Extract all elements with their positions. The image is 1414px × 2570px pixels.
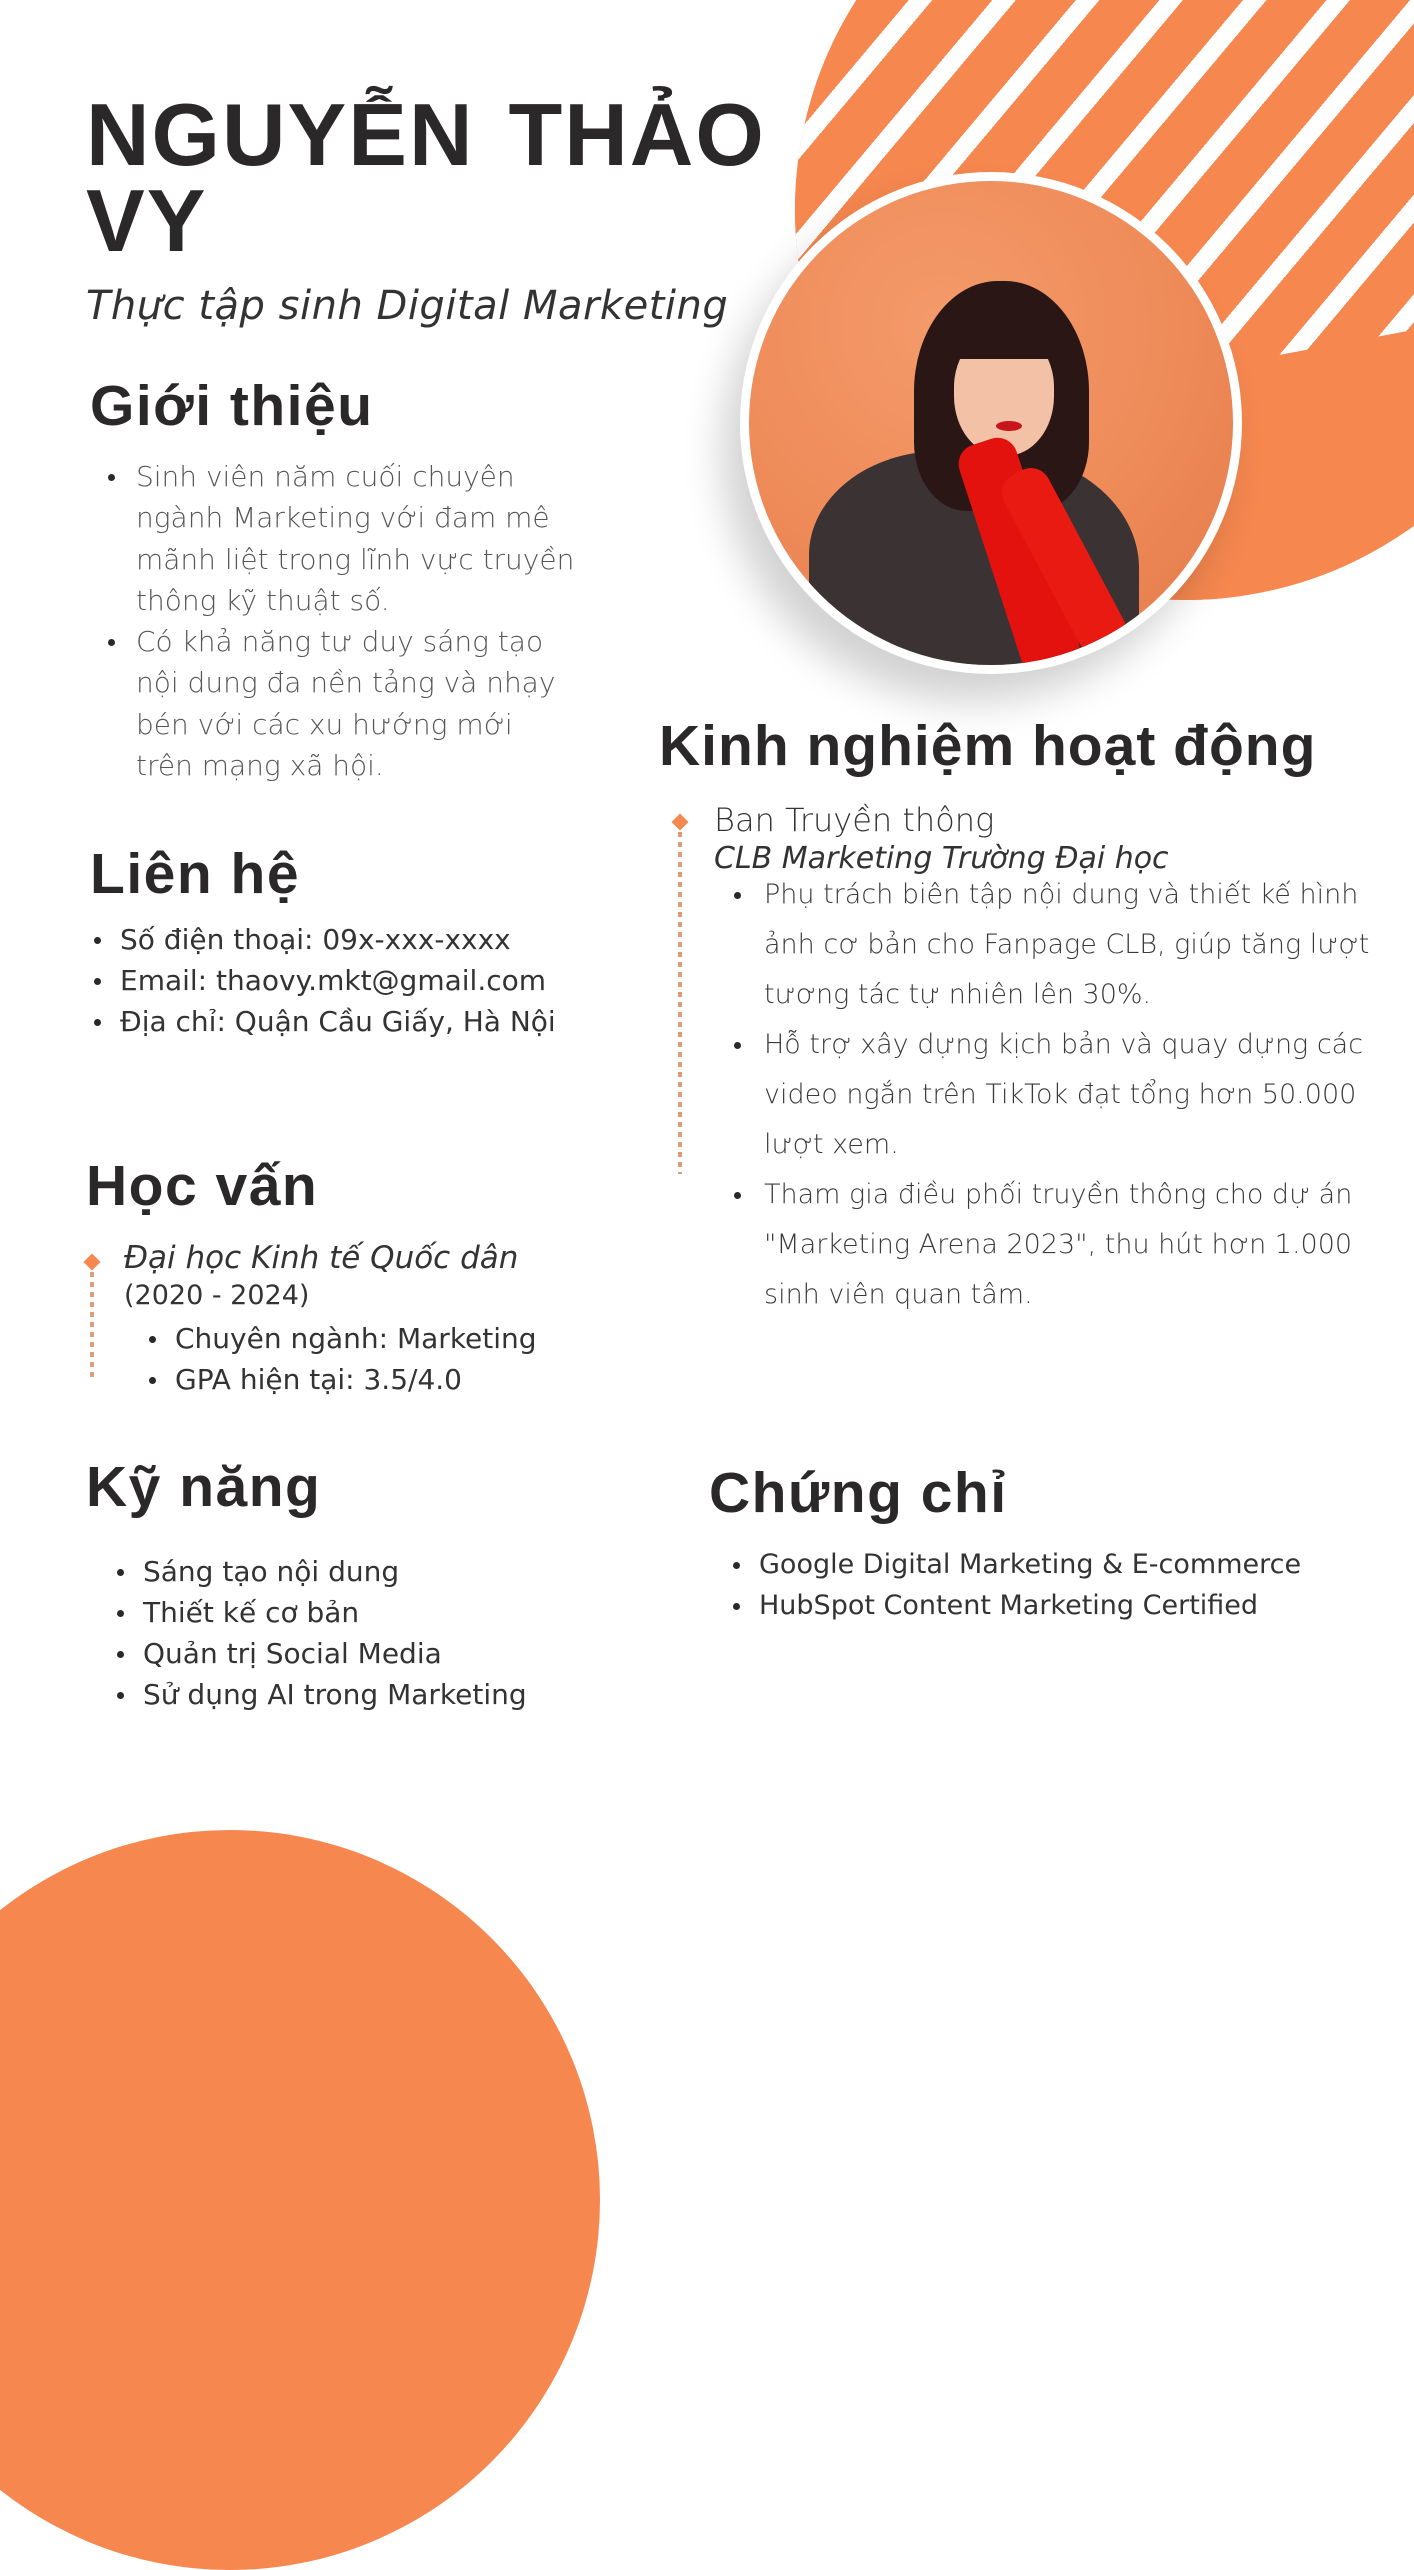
decorative-bottom-circle [0, 1830, 600, 2570]
timeline-diamond-icon [84, 1254, 101, 1271]
candidate-name [86, 85, 806, 270]
skill-item: Sử dụng AI trong Marketing [143, 1674, 623, 1715]
certificates-heading: Chứng chỉ [709, 1461, 1008, 1525]
profile-photo-frame [740, 172, 1242, 674]
experience-organization: CLB Marketing Trường Đại học [714, 841, 1169, 876]
profile-photo [749, 181, 1233, 665]
intro-item: Sinh viên năm cuối chuyên ngành Marketing với đam mê mãnh liệt trong lĩnh vực truyền thông kỹ thuật số. [136, 456, 576, 621]
timeline-dotted-line [678, 832, 682, 1174]
education-school: Đại học Kinh tế Quốc dân [124, 1240, 519, 1276]
name-part-1: NGUYỄN [86, 85, 475, 184]
education-years: (2020 - 2024) [124, 1280, 310, 1311]
intro-item: Có khả năng tư duy sáng tạo nội dung đa nền tảng và nhạy bén với các xu hướng mới trên mạng xã hội. [136, 621, 576, 786]
contact-address: Địa chỉ: Quận Cầu Giấy, Hà Nội [120, 1001, 640, 1042]
skills-list [143, 1551, 623, 1715]
job-title: Thực tập sinh Digital Marketing [86, 283, 729, 329]
contact-email[interactable]: Email: thaovy.mkt@gmail.com [120, 960, 640, 1001]
contact-heading: Liên hệ [90, 842, 301, 906]
skill-item: Quản trị Social Media [143, 1633, 623, 1674]
experience-item: Hỗ trợ xây dựng kịch bản và quay dựng các video ngắn trên TikTok đạt tổng hơn 50.000 lượt xem. [764, 1020, 1384, 1170]
skill-item: Thiết kế cơ bản [143, 1592, 623, 1633]
contact-phone: Số điện thoại: 09x-xxx-xxxx [120, 919, 640, 960]
experience-heading: Kinh nghiệm hoạt động [659, 714, 1317, 778]
experience-item: Tham gia điều phối truyền thông cho dự án "Marketing Arena 2023", thu hút hơn 1.000 sinh viên quan tâm. [764, 1170, 1384, 1320]
intro-list [136, 456, 576, 786]
timeline-diamond-icon [672, 814, 689, 831]
skill-item: Sáng tạo nội dung [143, 1551, 623, 1592]
experience-achievements [764, 870, 1384, 1320]
intro-heading: Giới thiệu [90, 374, 374, 438]
photo-lips-shape [996, 421, 1022, 431]
education-heading: Học vấn [86, 1154, 319, 1218]
education-detail: GPA hiện tại: 3.5/4.0 [175, 1359, 615, 1400]
contact-list [120, 919, 640, 1042]
certificate-item: Google Digital Marketing & E-commerce [759, 1544, 1399, 1585]
certificate-item: HubSpot Content Marketing Certified [759, 1585, 1399, 1626]
timeline-dotted-line [90, 1272, 94, 1382]
photo-bangs-shape [944, 299, 1069, 359]
certificates-list [759, 1544, 1399, 1626]
experience-item: Phụ trách biên tập nội dung và thiết kế hình ảnh cơ bản cho Fanpage CLB, giúp tăng lượt tương tác tự nhiên lên 30%. [764, 870, 1384, 1020]
name-part-2: THẢO [508, 85, 766, 184]
skills-heading: Kỹ năng [86, 1455, 322, 1519]
education-details [175, 1318, 615, 1400]
name-part-3: VY [86, 171, 208, 270]
experience-role: Ban Truyền thông [714, 801, 995, 839]
education-detail: Chuyên ngành: Marketing [175, 1318, 615, 1359]
